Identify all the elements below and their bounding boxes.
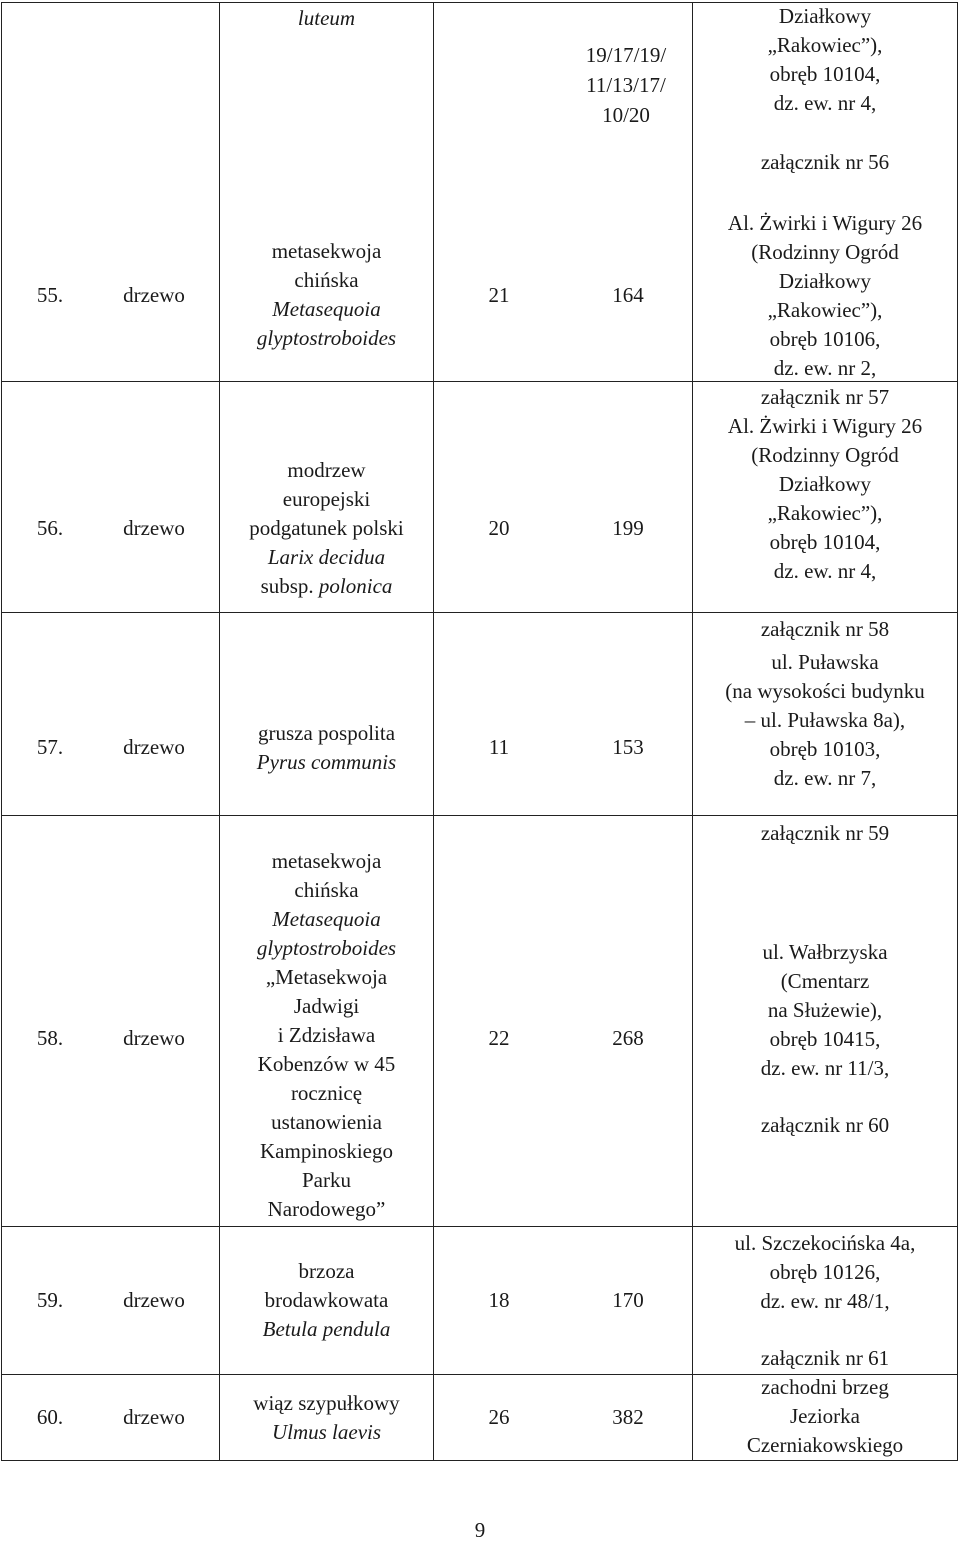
species: metasekwoja chińska Metasequoia glyptostroboides	[256, 239, 397, 350]
location: zachodni brzeg Jeziorka Czerniakowskiego	[746, 1374, 904, 1457]
attachment-ref: załącznik nr 61	[760, 1345, 890, 1370]
location: Al. Żwirki i Wigury 26 (Rodzinny Ogród Działkowy „Rakowiec”), obręb 10106, dz. ew. nr 2,	[727, 211, 923, 380]
row-number: 59.	[36, 1287, 64, 1312]
attachment-ref: załącznik nr 59	[760, 820, 890, 845]
object-type: drzewo	[123, 1287, 185, 1312]
row-number: 57.	[36, 735, 64, 759]
attachment-ref: załącznik nr 57	[760, 384, 890, 409]
location: ul. Szczekocińska 4a, obręb 10126, dz. ew. nr 48/1,	[734, 1230, 916, 1313]
tree-height: 164	[612, 282, 644, 307]
attachment-ref: załącznik nr 60	[760, 1112, 890, 1137]
species: brzoza brodawkowata Betula pendula	[262, 1258, 391, 1341]
row-number: 55.	[36, 282, 64, 307]
page-number: 9	[474, 1518, 486, 1542]
object-type: drzewo	[123, 515, 185, 540]
trunk-circumference: 20	[488, 515, 510, 540]
location: Działkowy „Rakowiec”), obręb 10104, dz. ew. nr 4, załącznik nr 56	[693, 3, 957, 175]
object-type: drzewo	[123, 1405, 185, 1429]
object-type: drzewo	[123, 735, 185, 759]
species: modrzew europejski podgatunek polski Larix decidua subsp. polonica	[249, 457, 404, 598]
attachment-ref: załącznik nr 56	[760, 149, 890, 174]
trunk-circumference: 11	[488, 735, 510, 759]
location: ul. Puławska (na wysokości budynku – ul. Puławska 8a), obręb 10103, dz. ew. nr 7,	[725, 649, 925, 790]
trunk-circumference: 22	[488, 1025, 510, 1050]
species: wiąz szypułkowy Ulmus laevis	[253, 1390, 400, 1444]
table-row	[220, 3, 433, 33]
row-number: 60.	[36, 1405, 64, 1429]
row-number: 58.	[36, 1025, 64, 1050]
object-type: drzewo	[123, 1025, 185, 1050]
tree-height: 268	[612, 1025, 644, 1050]
species: metasekwoja chińska Metasequoia glyptostroboides „Metasekwoja Jadwigi i Zdzisława Kobenzów w 45 rocznicę ustanowienia Kampinoskiego Parku Narodowego”	[256, 848, 397, 1221]
trunk-circumference: 26	[488, 1405, 510, 1429]
row-number: 56.	[36, 515, 64, 540]
species-latin: luteum	[297, 5, 356, 30]
tree-height: 382	[612, 1405, 644, 1429]
species: grusza pospolita Pyrus communis	[256, 720, 397, 774]
tree-height: 153	[612, 735, 644, 759]
object-type: drzewo	[123, 282, 185, 307]
location: Al. Żwirki i Wigury 26 (Rodzinny Ogród Działkowy „Rakowiec”), obręb 10104, dz. ew. nr 4,	[727, 414, 923, 583]
location: ul. Wałbrzyska (Cmentarz na Służewie), obręb 10415, dz. ew. nr 11/3,	[760, 939, 890, 1080]
tree-height: 170	[612, 1287, 644, 1312]
attachment-ref: załącznik nr 58	[760, 616, 890, 641]
tree-height: 199	[612, 515, 644, 540]
trunk-circumference: 19/17/19/ 11/13/17/ 10/20	[585, 43, 667, 127]
trunk-circumference: 21	[488, 282, 510, 307]
trunk-circumference: 18	[488, 1287, 510, 1312]
